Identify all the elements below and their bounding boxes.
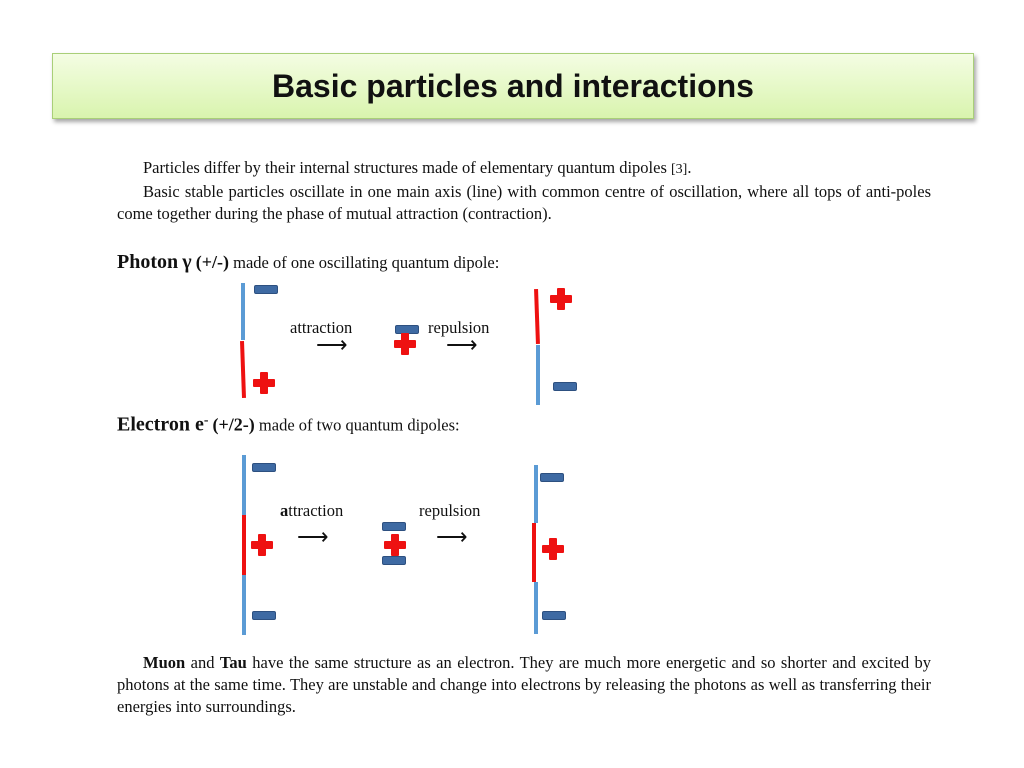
title-box [52, 53, 974, 119]
muon-label: Muon [143, 653, 186, 672]
electron-dipole-negative-top [242, 455, 246, 515]
muon-tau-text [117, 652, 931, 718]
minus-icon [540, 473, 564, 482]
arrow-right-icon: ⟶ [297, 524, 329, 549]
photon-dipole-positive-half [240, 341, 246, 398]
arrow-right-icon: ⟶ [316, 332, 348, 357]
plus-icon [253, 372, 275, 394]
electron-name: Electron e [117, 413, 204, 436]
intro-text-1: Particles differ by their internal structures made of elementary quantum dipoles [143, 158, 667, 177]
photon-heading [117, 251, 499, 274]
page-title: Basic particles and interactions [272, 67, 754, 104]
minus-icon [553, 382, 577, 391]
photon-desc: made of one oscillating quantum dipole: [233, 253, 500, 272]
and-word: and [190, 653, 215, 672]
photon-name: Photon [117, 251, 179, 273]
photon-dipole-negative-half [241, 283, 245, 340]
tau-label: Tau [219, 653, 247, 672]
intro-line-1 [117, 157, 931, 181]
photon-attraction-label: attraction [290, 318, 353, 337]
photon-repulsion-label: repulsion [428, 318, 490, 337]
plus-icon [394, 333, 416, 355]
photon-dipole-positive-half [534, 289, 540, 344]
electron-dipole-negative-bottom [534, 582, 538, 634]
plus-icon [550, 288, 572, 310]
muon-tau-description: have the same structure as an electron. They are much more energetic and so shorter and excited by photons at the same time. They are unstable and change into electrons by releasing the photons as well as transferring their energies into surroundings. [117, 653, 932, 716]
electron-dipole-positive [242, 515, 246, 575]
minus-icon [252, 611, 276, 620]
electron-dipole-negative-bottom [242, 575, 246, 635]
arrow-right-icon: ⟶ [446, 332, 478, 357]
plus-icon [251, 534, 273, 556]
electron-attraction-rest: ttraction [288, 501, 344, 520]
arrow-right-icon: ⟶ [436, 524, 468, 549]
intro-line-2: Basic stable particles oscillate in one main axis (line) with common centre of oscillation, where all tops of anti-poles come together during the phase of mutual attraction (contraction). [117, 182, 931, 223]
plus-icon [542, 538, 564, 560]
electron-repulsion-label: repulsion [419, 501, 481, 520]
electron-superscript: - [203, 412, 209, 427]
photon-dipole-negative-half [536, 345, 540, 405]
reference-3: [3] [670, 162, 688, 177]
electron-heading [117, 412, 460, 437]
minus-icon [252, 463, 276, 472]
electron-desc: made of two quantum dipoles: [258, 415, 460, 435]
intro-paragraph [117, 157, 931, 225]
muon-tau-paragraph [117, 652, 931, 718]
intro-period: . [687, 158, 692, 177]
minus-icon [542, 611, 566, 620]
photon-charge: (+/-) [195, 252, 229, 272]
minus-icon [254, 285, 278, 294]
plus-icon [384, 534, 406, 556]
electron-attraction-label [280, 501, 343, 521]
electron-charge: (+/2-) [212, 414, 255, 435]
electron-dipole-negative-top [534, 465, 538, 523]
electron-dipole-positive [532, 523, 536, 582]
minus-icon [382, 522, 406, 531]
photon-symbol: γ [182, 251, 192, 273]
electron-attraction-initial: a [280, 501, 289, 520]
minus-icon [382, 556, 406, 565]
